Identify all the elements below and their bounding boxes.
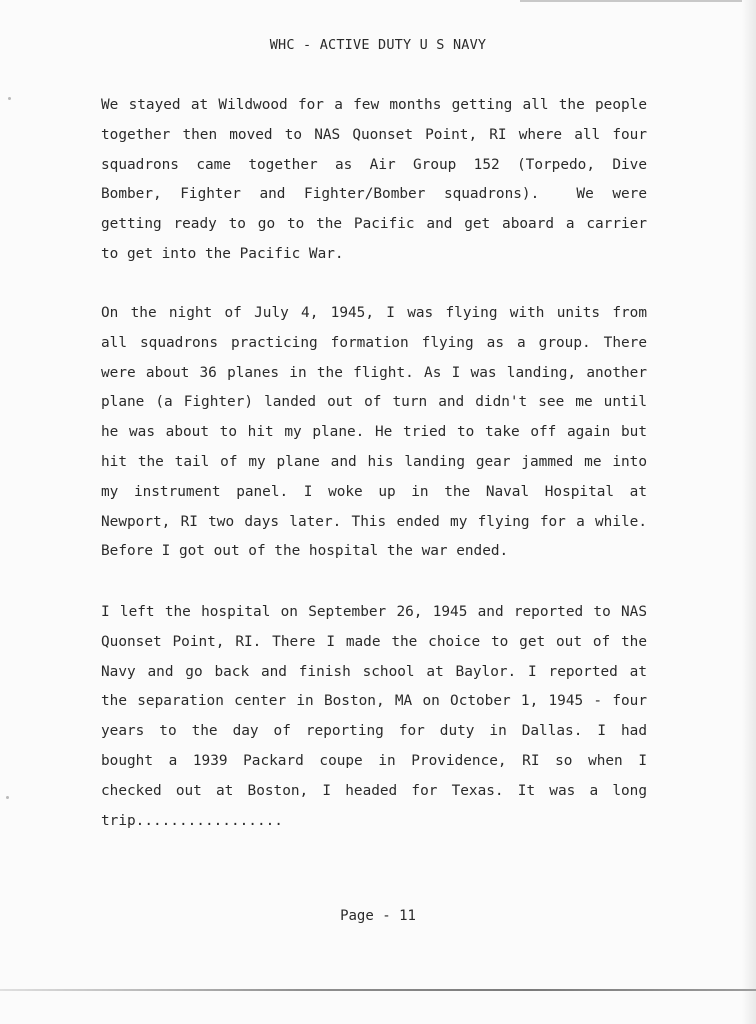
text-line: On the night of July 4, 1945, I was flying with units from: [101, 305, 647, 321]
text-line: he was about to hit my plane. He tried to take off again but: [101, 424, 647, 441]
paragraph-1: [101, 91, 647, 270]
text-line: squadrons came together as Air Group 152 (Torpedo, Dive: [101, 156, 647, 173]
scan-speck: [6, 796, 9, 799]
text-line: the separation center in Boston, MA on October 1, 1945 - four: [101, 693, 647, 710]
paragraph-2: [101, 299, 647, 567]
paragraph-3: [101, 598, 647, 836]
scan-right-edge: [742, 0, 756, 1024]
text-line: getting ready to go to the Pacific and get aboard a carrier: [101, 216, 647, 233]
text-line: Navy and go back and finish school at Baylor. I reported at: [101, 663, 647, 680]
text-line: years to the day of reporting for duty in Dallas. I had: [101, 723, 647, 740]
text-line: were about 36 planes in the flight. As I was landing, another: [101, 364, 647, 381]
text-line: my instrument panel. I woke up in the Naval Hospital at: [101, 483, 647, 500]
text-line: all squadrons practicing formation flying as a group. There: [101, 334, 647, 351]
text-line: bought a 1939 Packard coupe in Providence, RI so when I: [101, 752, 647, 769]
text-line: hit the tail of my plane and his landing gear jammed me into: [101, 453, 647, 470]
text-line: checked out at Boston, I headed for Texas. It was a long: [101, 782, 647, 799]
text-line: Newport, RI two days later. This ended my flying for a while.: [101, 513, 647, 530]
text-line: We stayed at Wildwood for a few months getting all the people: [101, 97, 647, 113]
text-line: Quonset Point, RI. There I made the choice to get out of the: [101, 633, 647, 650]
text-line: Bomber, Fighter and Fighter/Bomber squadrons). We were: [101, 186, 647, 203]
text-line: to get into the Pacific War.: [101, 245, 344, 262]
scan-top-edge: [520, 0, 756, 2]
text-line: plane (a Fighter) landed out of turn and didn't see me until: [101, 394, 647, 411]
text-line: together then moved to NAS Quonset Point, RI where all four: [101, 126, 647, 143]
page-number: Page - 11: [340, 908, 416, 924]
scan-bottom-edge: [0, 989, 756, 991]
scan-speck: [8, 97, 11, 100]
text-line: trip.................: [101, 812, 283, 829]
text-line: Before I got out of the hospital the war ended.: [101, 543, 509, 560]
page-header: WHC - ACTIVE DUTY U S NAVY: [269, 37, 487, 53]
text-line: I left the hospital on September 26, 1945 and reported to NAS: [101, 604, 647, 620]
